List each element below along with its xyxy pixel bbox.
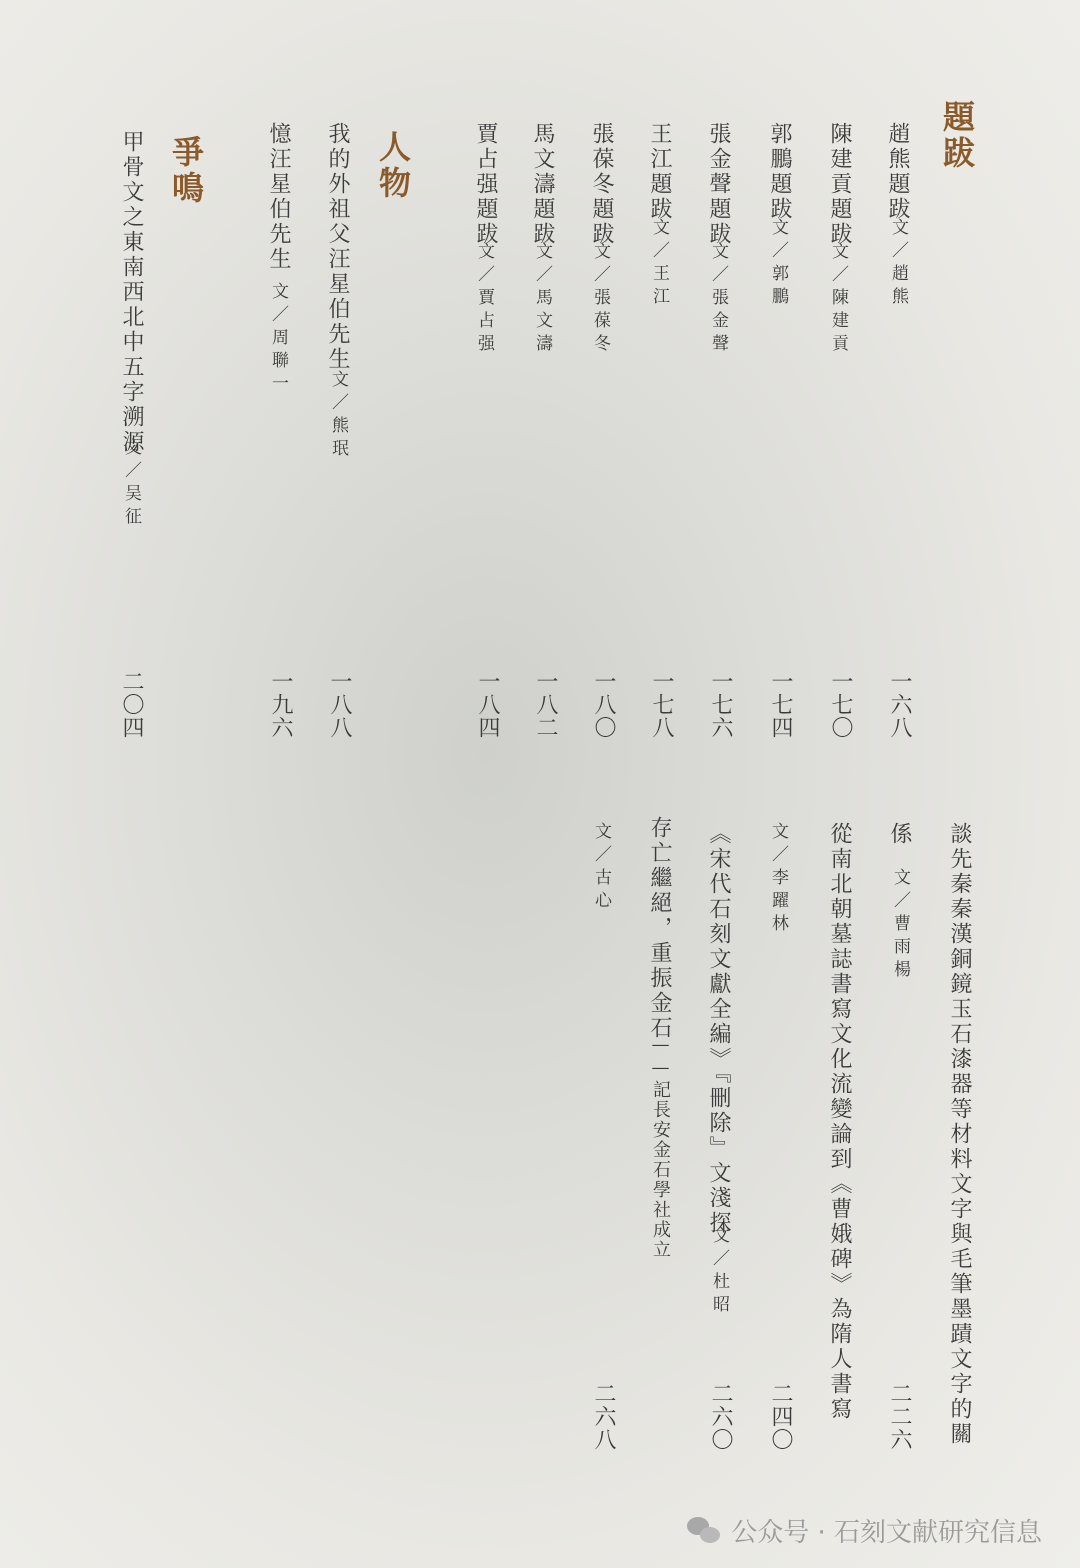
entry-page-number: 二二六: [887, 1382, 912, 1451]
entry-page-number: 二〇四: [119, 670, 144, 739]
entry-author: 文／熊珉: [328, 370, 348, 462]
entry-title: 賈占强題跋: [473, 122, 498, 247]
entry-title: 憶汪星伯先生: [266, 122, 291, 272]
entry-page-number: 一八四: [475, 670, 500, 739]
entry-title: 我的外祖父汪星伯先生: [325, 122, 350, 372]
entry-page-number: 二六八: [591, 1382, 616, 1451]
entry-title: 趙熊題跋: [885, 122, 910, 222]
entry-title: 張葆冬題跋: [589, 122, 614, 247]
entry-title: 王江題跋: [647, 122, 672, 222]
entry-title: 《宋代石刻文獻全編》『刪除』文淺探: [706, 822, 731, 1236]
entry-author: 文／曹雨楊: [890, 868, 910, 983]
entry-author: 文／趙熊: [888, 218, 908, 310]
entry-author: 文／張葆冬: [590, 242, 610, 357]
entry-author: 文／陳建貢: [828, 242, 848, 357]
entry-title: 甲骨文之東南西北中五字溯源: [119, 130, 144, 455]
entry-author: 文／吴征: [121, 438, 141, 530]
entry-page-number: 一九六: [268, 670, 293, 739]
entry-title: 從南北朝墓誌書寫文化流變論到《曹娥碑》為隋人書寫: [827, 822, 852, 1422]
section-heading-zhengming: 爭鳴: [167, 135, 205, 207]
entry-author: 文／杜昭: [709, 1226, 729, 1318]
wechat-icon: [687, 1515, 721, 1545]
entry-page-number: 一八二: [533, 670, 558, 739]
entry-subtitle: ——記長安金石學社成立: [650, 1034, 671, 1260]
entry-author: 文／周聯一: [268, 282, 288, 397]
entry-title: 陳建貢題跋: [827, 122, 852, 247]
entry-title: 係: [887, 822, 912, 847]
section-heading-renwu: 人物: [374, 130, 412, 202]
entry-page-number: 一七六: [708, 670, 733, 739]
entry-page-number: 一六八: [887, 670, 912, 739]
entry-author: 文／張金聲: [708, 242, 728, 357]
entry-author: 文／郭鵬: [768, 218, 788, 310]
watermark-text: 公众号 · 石刻文献研究信息: [731, 1517, 1042, 1548]
entry-author: 文／馬文濤: [532, 242, 552, 357]
entry-title: 存亡繼絕，重振金石: [647, 816, 672, 1041]
entry-page-number: 二六〇: [708, 1382, 733, 1451]
entry-page-number: 一八八: [327, 670, 352, 739]
watermark: [687, 1512, 1042, 1548]
entry-page-number: 一七四: [768, 670, 793, 739]
entry-page-number: 二四〇: [768, 1382, 793, 1451]
entry-author: 文／李躍林: [768, 822, 788, 937]
entry-page-number: 一八〇: [591, 670, 616, 739]
entry-title: 張金聲題跋: [706, 122, 731, 247]
section-heading-tiba: 題跋: [938, 100, 976, 172]
entry-author: 文／王江: [649, 218, 669, 310]
entry-page-number: 一七〇: [828, 670, 853, 739]
entry-title: 談先秦秦漢銅鏡玉石漆器等材料文字與毛筆墨蹟文字的關: [947, 822, 972, 1447]
entry-page-number: 一七八: [649, 670, 674, 739]
entry-title: 馬文濤題跋: [530, 122, 555, 247]
entry-title: 郭鵬題跋: [767, 122, 792, 222]
entry-author: 文／賈占强: [474, 242, 494, 357]
entry-author: 文／古心: [591, 822, 611, 914]
